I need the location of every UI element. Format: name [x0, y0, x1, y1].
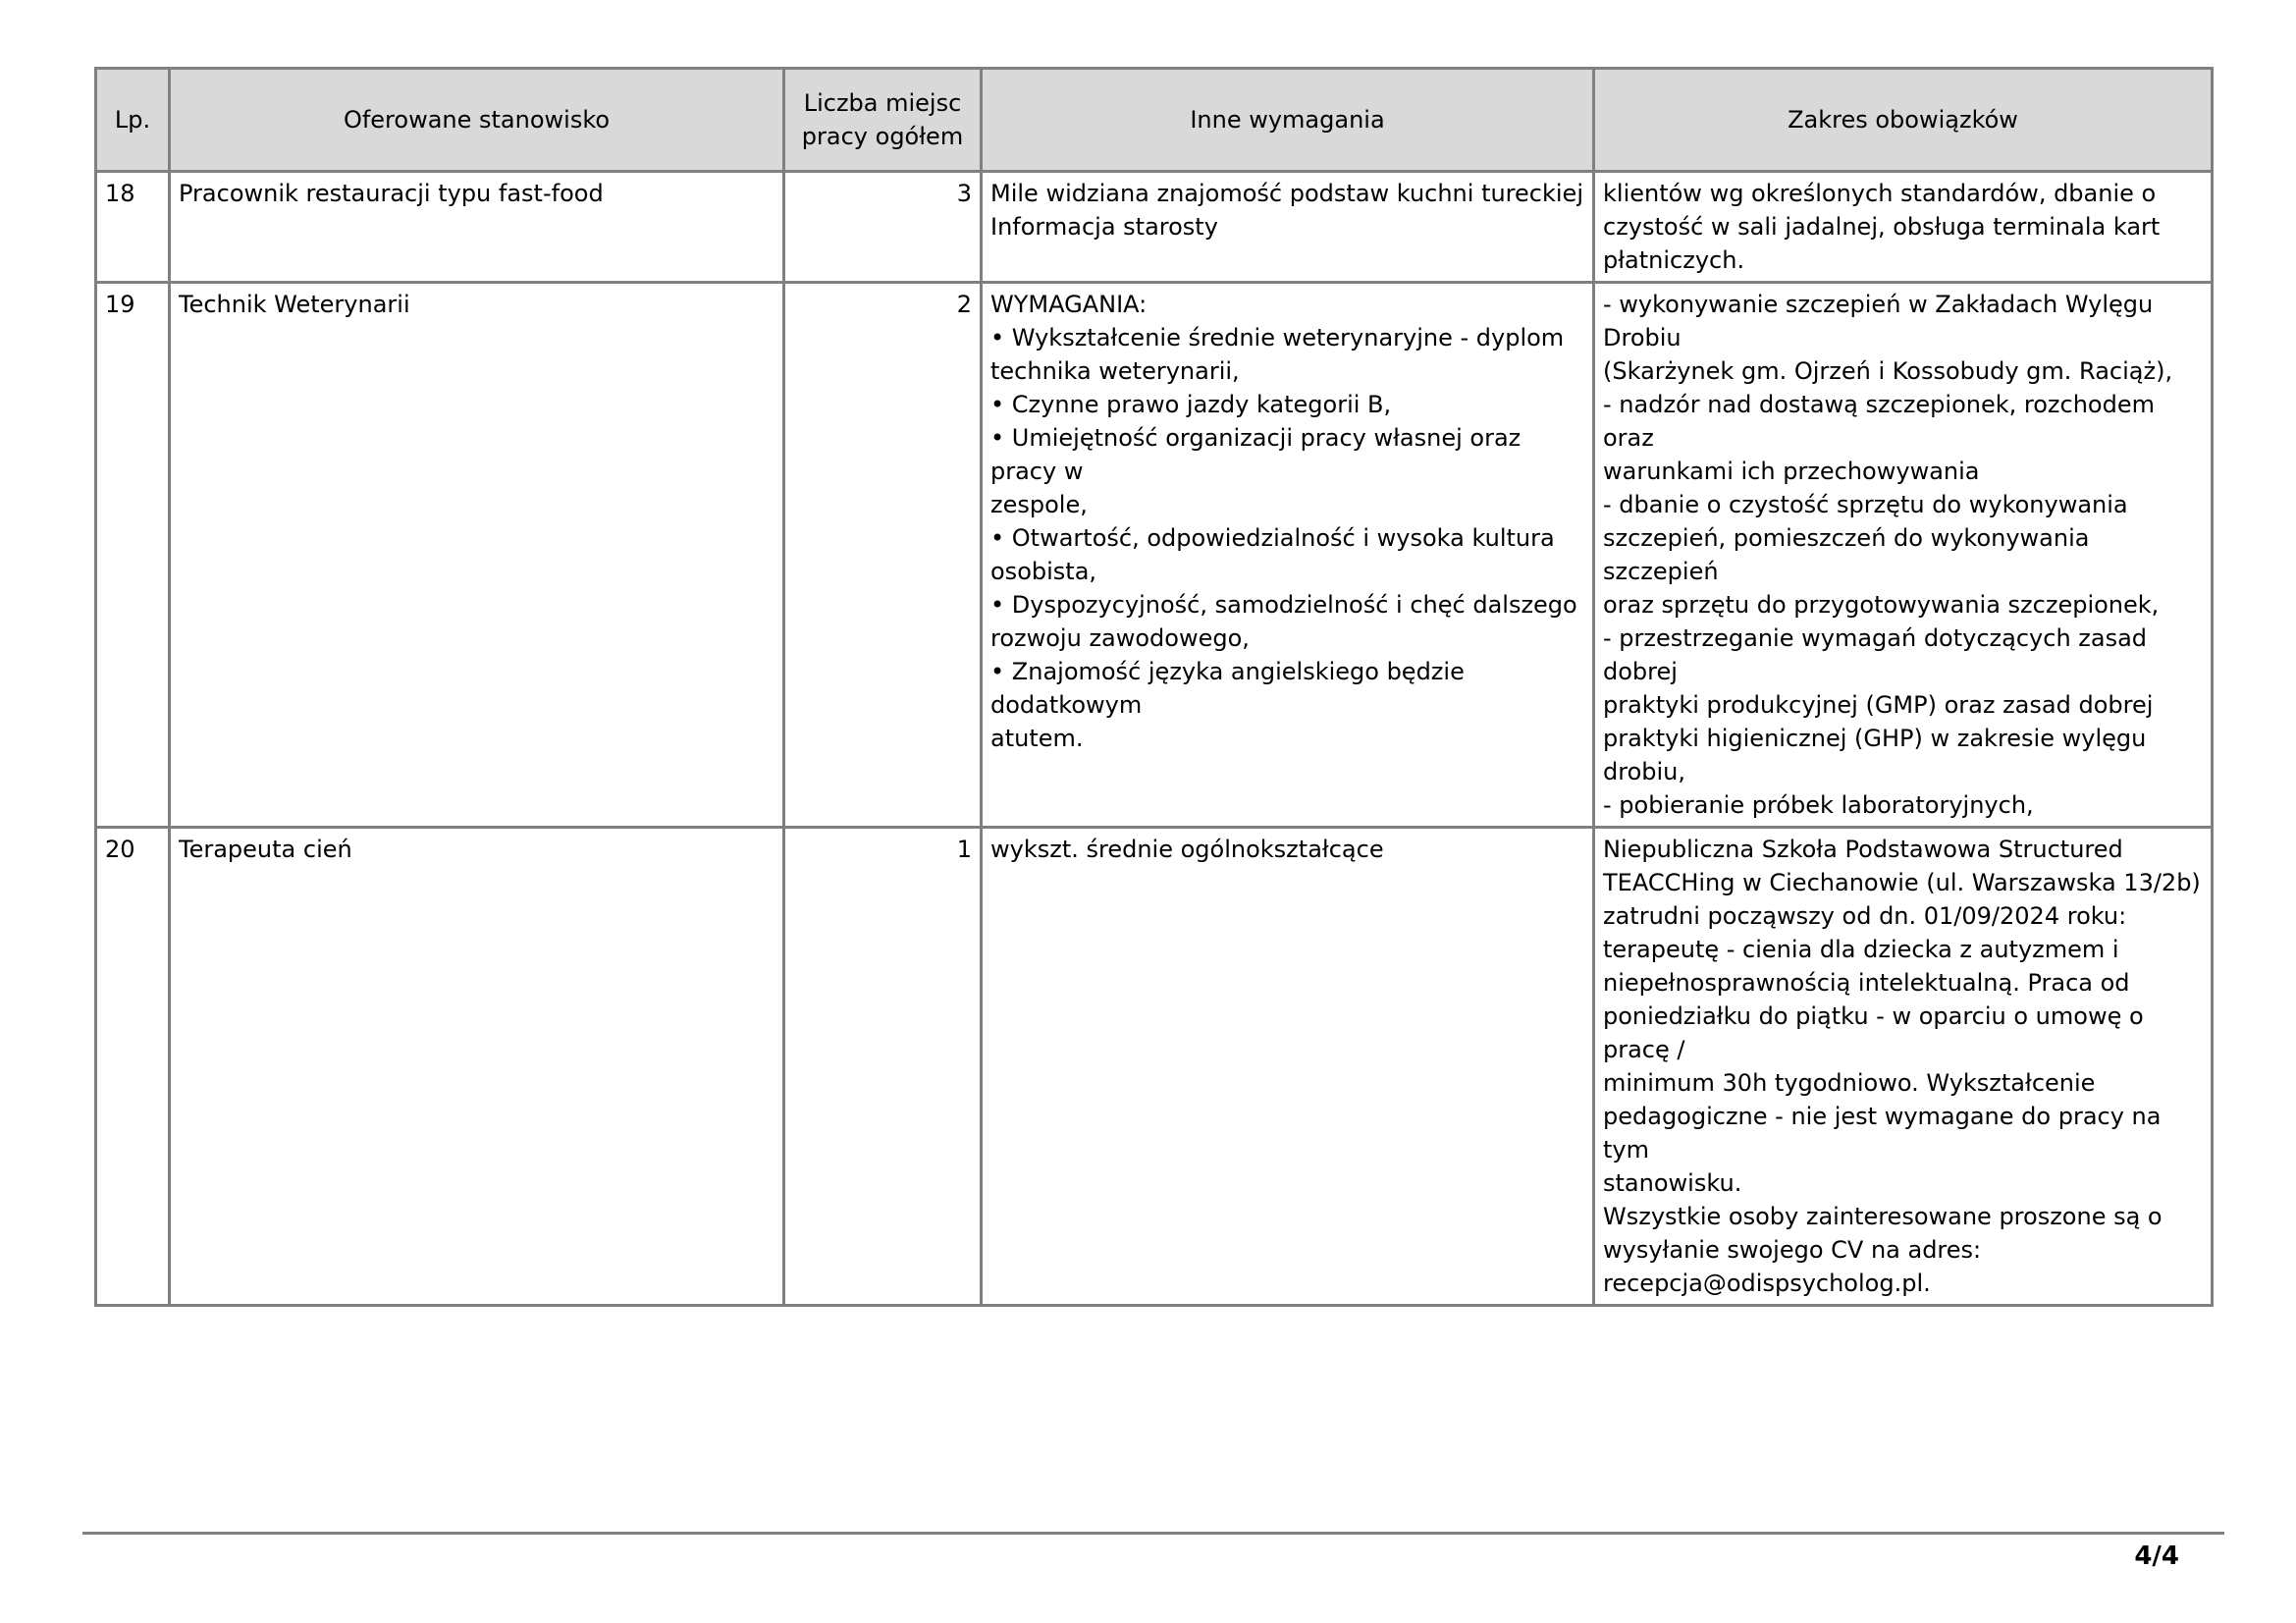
header-position: Oferowane stanowisko — [170, 69, 784, 172]
cell-position: Terapeuta cień — [170, 828, 784, 1306]
table-header — [96, 69, 2213, 172]
cell-count: 2 — [784, 283, 982, 828]
job-offers-table — [94, 67, 2214, 1307]
footer-divider — [82, 1532, 2224, 1535]
cell-lp: 19 — [96, 283, 170, 828]
header-count: Liczba miejsc pracy ogółem — [784, 69, 982, 172]
header-duties: Zakres obowiązków — [1594, 69, 2213, 172]
header-requirements: Inne wymagania — [982, 69, 1594, 172]
cell-lp: 18 — [96, 172, 170, 283]
cell-count: 3 — [784, 172, 982, 283]
cell-duties: - wykonywanie szczepień w Zakładach Wylęgu Drobiu (Skarżynek gm. Ojrzeń i Kossobudy gm. Raciąż), - nadzór nad dostawą szczepionek, rozchodem oraz warunkami ich przechowywania - dbanie o czystość sprzętu do wykonywania szczepień, pomieszczeń do wykonywania szczepień oraz sprzętu do przygotowywania szczepionek, - przestrzeganie wymagań dotyczących zasad dobrej praktyki produkcyjnej (GMP) oraz zasad dobrej praktyki higienicznej (GHP) w zakresie wylęgu drobiu, - pobieranie próbek laboratoryjnych, — [1594, 283, 2213, 828]
cell-lp: 20 — [96, 828, 170, 1306]
table-row — [96, 172, 2213, 283]
cell-duties: klientów wg określonych standardów, dbanie o czystość w sali jadalnej, obsługa terminala kart płatniczych. — [1594, 172, 2213, 283]
cell-requirements: wykszt. średnie ogólnokształcące — [982, 828, 1594, 1306]
table-row — [96, 828, 2213, 1306]
cell-requirements: Mile widziana znajomość podstaw kuchni tureckiej Informacja starosty — [982, 172, 1594, 283]
cell-position: Technik Weterynarii — [170, 283, 784, 828]
header-row — [96, 69, 2213, 172]
cell-duties: Niepubliczna Szkoła Podstawowa Structured TEACCHing w Ciechanowie (ul. Warszawska 13/2b) zatrudni począwszy od dn. 01/09/2024 roku: terapeutę - cienia dla dziecka z autyzmem i niepełnosprawnością intelektualną. Praca od poniedziałku do piątku - w oparciu o umowę o pracę / minimum 30h tygodniowo. Wykształcenie pedagogiczne - nie jest wymagane do pracy na tym stanowisku. Wszystkie osoby zainteresowane proszone są o wysyłanie swojego CV na adres: recepcja@odispsycholog.pl. — [1594, 828, 2213, 1306]
cell-count: 1 — [784, 828, 982, 1306]
cell-requirements: WYMAGANIA: • Wykształcenie średnie weterynaryjne - dyplom technika weterynarii, • Czynne prawo jazdy kategorii B, • Umiejętność organizacji pracy własnej oraz pracy w zespole, • Otwartość, odpowiedzialność i wysoka kultura osobista, • Dyspozycyjność, samodzielność i chęć dalszego rozwoju zawodowego, • Znajomość języka angielskiego będzie dodatkowym atutem. — [982, 283, 1594, 828]
header-lp: Lp. — [96, 69, 170, 172]
table-row — [96, 283, 2213, 828]
page-number: 4/4 — [2134, 1542, 2179, 1571]
cell-position: Pracownik restauracji typu fast-food — [170, 172, 784, 283]
